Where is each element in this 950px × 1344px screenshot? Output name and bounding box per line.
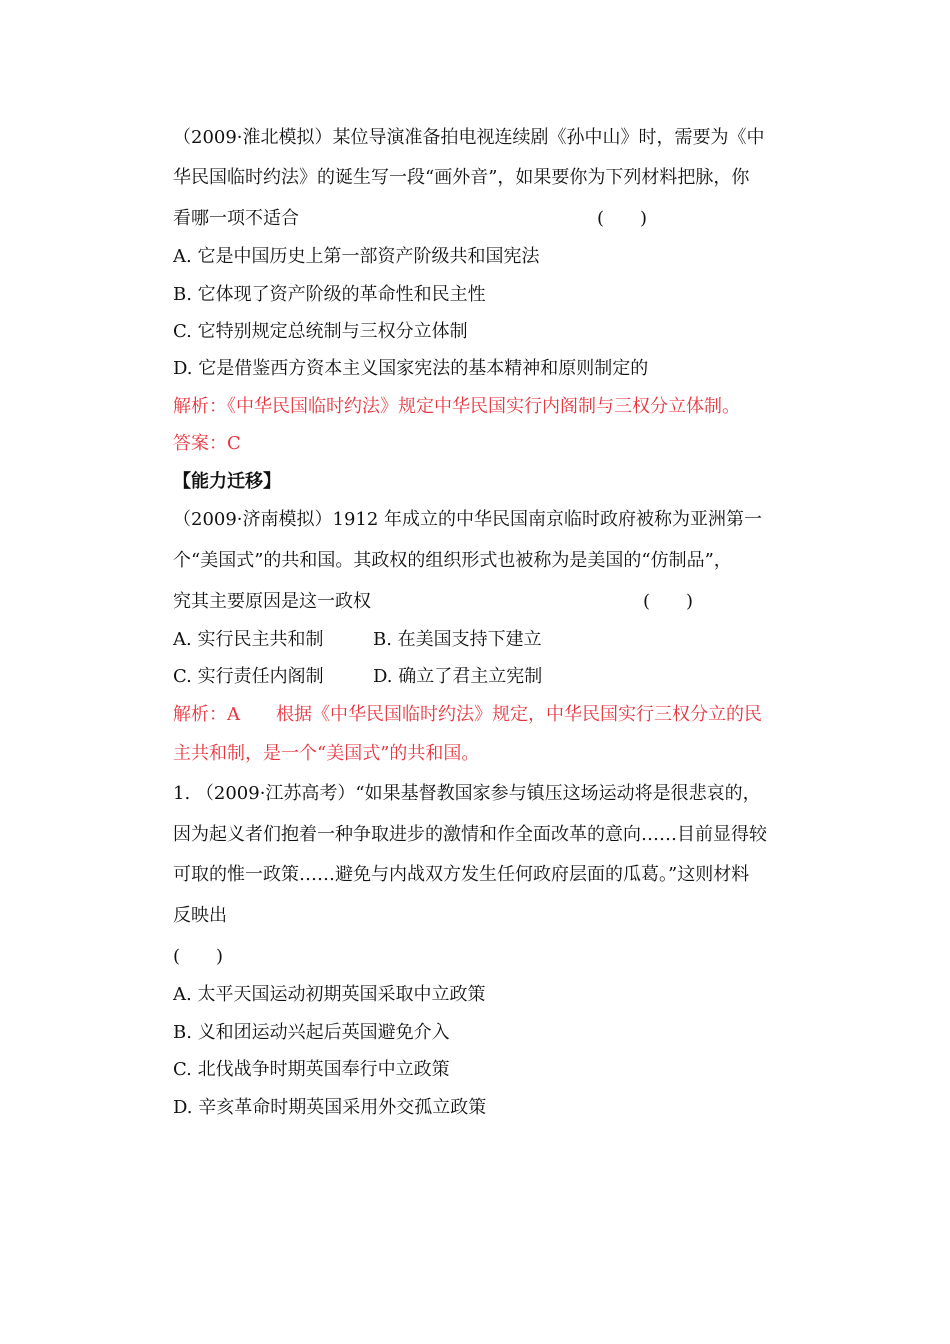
q3-option-c: C. 北伐战争时期英国奉行中立政策 bbox=[173, 1059, 450, 1080]
q2-stem-line-1: （2009·济南模拟）1912 年成立的中华民国南京临时政府被称为亚洲第一 bbox=[173, 509, 763, 530]
q1-stem-line-1: （2009·淮北模拟）某位导演准备拍电视连续剧《孙中山》时，需要为《中 bbox=[173, 127, 765, 148]
q3-stem-line-3: 可取的惟一政策……避免与内战双方发生任何政府层面的瓜葛。”这则材料 bbox=[173, 864, 750, 885]
q2-stem-line-2: 个“美国式”的共和国。其政权的组织形式也被称为是美国的“仿制品”， bbox=[173, 550, 732, 571]
q1-option-b: B. 它体现了资产阶级的革命性和民主性 bbox=[173, 284, 486, 305]
q1-option-c: C. 它特别规定总统制与三权分立体制 bbox=[173, 321, 468, 342]
q2-option-a: A. 实行民主共和制 bbox=[173, 629, 324, 650]
q1-answer: 答案：C bbox=[173, 433, 241, 454]
q3-option-d: D. 辛亥革命时期英国采用外交孤立政策 bbox=[173, 1097, 487, 1118]
q2-analysis-line-2: 主共和制，是一个“美国式”的共和国。 bbox=[173, 743, 480, 764]
q2-stem-line-3: 究其主要原因是这一政权 bbox=[173, 591, 371, 612]
q3-option-a: A. 太平天国运动初期英国采取中立政策 bbox=[173, 984, 486, 1005]
q3-stem-line-2: 因为起义者们抱着一种争取进步的激情和作全面改革的意向……目前显得较 bbox=[173, 824, 767, 845]
section-title: 【能力迁移】 bbox=[173, 471, 281, 492]
q3-stem-line-4: 反映出 bbox=[173, 905, 227, 926]
q1-option-d: D. 它是借鉴西方资本主义国家宪法的基本精神和原则制定的 bbox=[173, 358, 649, 379]
q1-analysis: 解析：《中华民国临时约法》规定中华民国实行内阁制与三权分立体制。 bbox=[173, 396, 740, 417]
q3-option-b: B. 义和团运动兴起后英国避免介入 bbox=[173, 1022, 450, 1043]
q3-answer-paren: ( ) bbox=[173, 946, 224, 967]
q2-option-b: B. 在美国支持下建立 bbox=[373, 629, 542, 650]
q2-options-row-2 bbox=[173, 665, 813, 689]
q1-answer-paren: ( ) bbox=[597, 208, 648, 229]
q3-stem-line-1: 1. （2009·江苏高考）“如果基督教国家参与镇压这场运动将是很悲哀的， bbox=[173, 783, 761, 804]
q1-option-a: A. 它是中国历史上第一部资产阶级共和国宪法 bbox=[173, 246, 540, 267]
q2-option-d: D. 确立了君主立宪制 bbox=[373, 666, 543, 687]
q2-answer-paren: ( ) bbox=[643, 591, 694, 612]
q1-stem-line-2: 华民国临时约法》的诞生写一段“画外音”，如果要你为下列材料把脉，你 bbox=[173, 167, 750, 188]
q2-option-c: C. 实行责任内阁制 bbox=[173, 666, 324, 687]
q2-options-row-1 bbox=[173, 628, 813, 652]
q1-stem-line-3: 看哪一项不适合 bbox=[173, 208, 299, 229]
q2-analysis-line-1: 解析：A 根据《中华民国临时约法》规定，中华民国实行三权分立的民 bbox=[173, 704, 762, 725]
